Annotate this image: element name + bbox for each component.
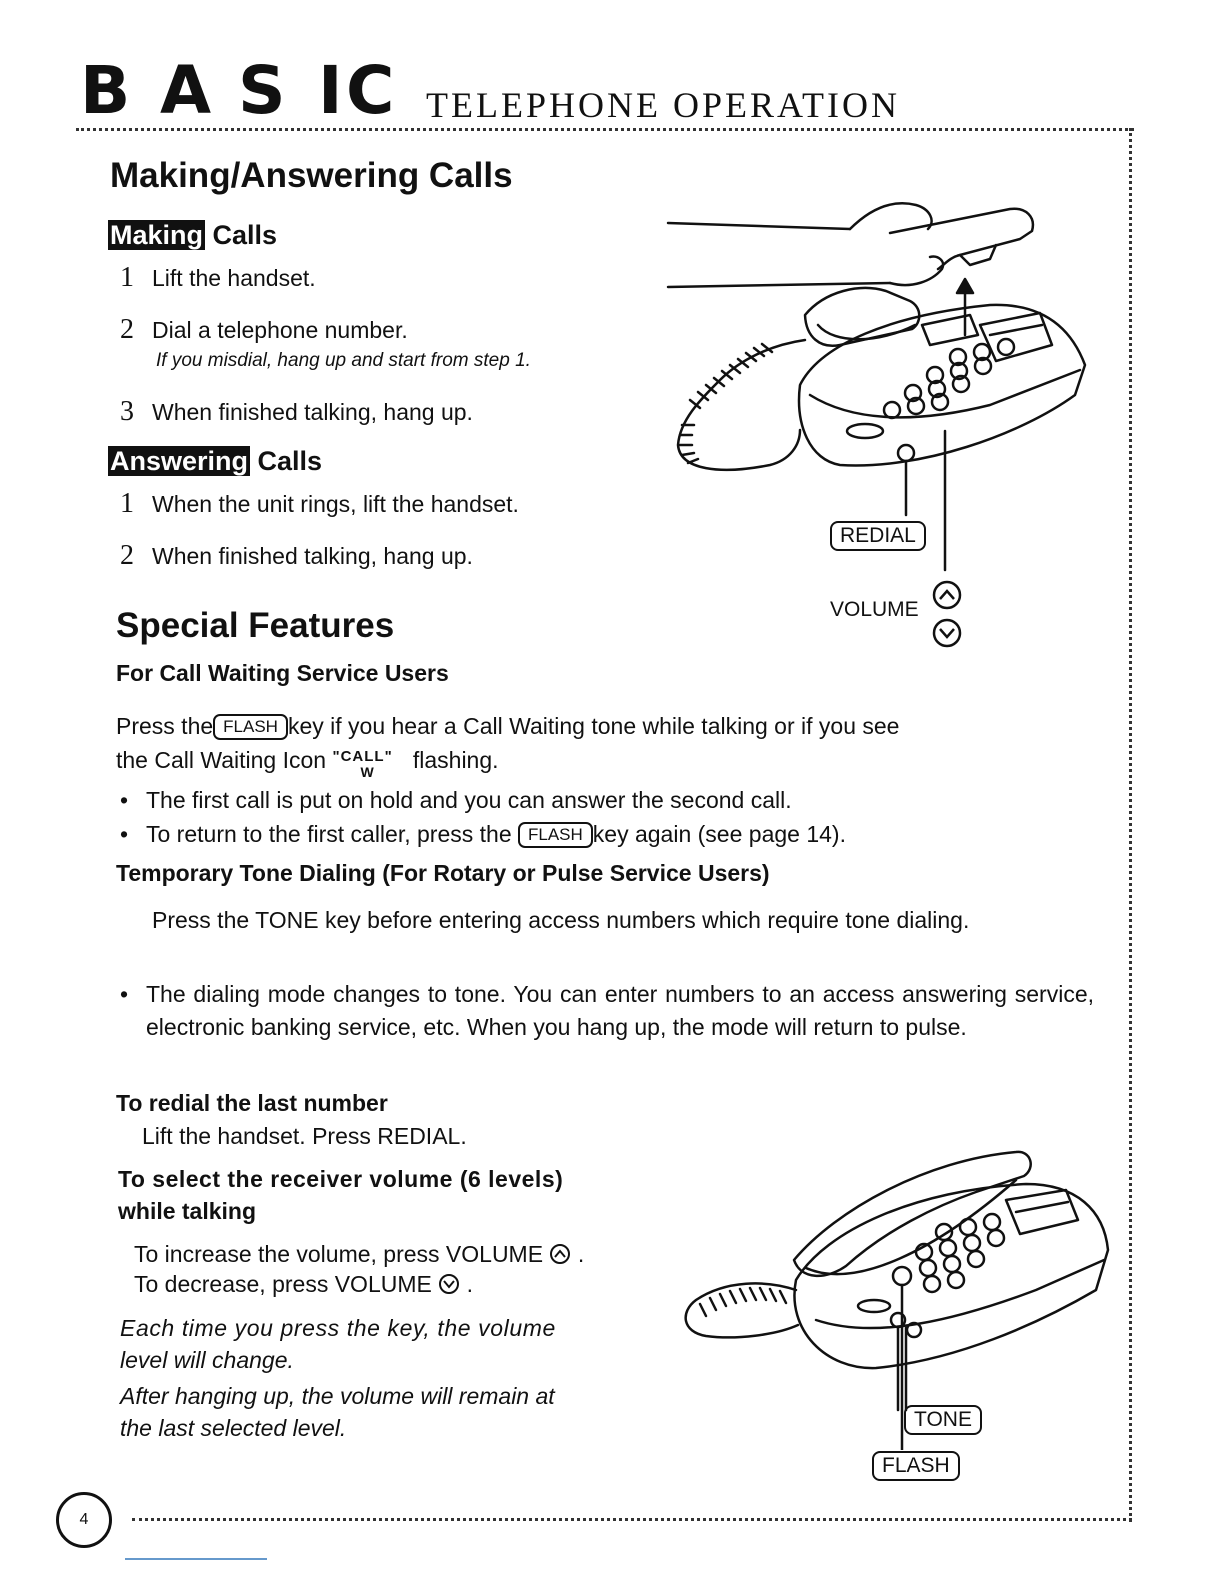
page-number: 4	[56, 1492, 112, 1548]
section-title-special-features: Special Features	[116, 606, 395, 645]
cw-text-a: Press the	[116, 713, 214, 739]
step-number: 2	[120, 540, 134, 571]
making-highlight: Making	[110, 220, 204, 250]
answering-step-1	[120, 488, 519, 520]
step-number: 3	[120, 396, 134, 427]
dotted-border-right	[1129, 128, 1132, 1522]
step-text: Lift the handset.	[152, 265, 316, 291]
misdial-note: If you misdial, hang up and start from step 1.	[156, 350, 531, 371]
answering-step-2	[120, 540, 473, 572]
flash-key-label: FLASH	[872, 1451, 960, 1481]
volume-heading-line2: while talking	[118, 1198, 257, 1224]
volume-increase-text: To increase the volume, press VOLUME	[134, 1241, 544, 1267]
tone-key-label: TONE	[904, 1405, 982, 1435]
cw-text-d: flashing.	[412, 747, 499, 773]
call-waiting-icon	[332, 744, 406, 780]
making-step-1	[120, 262, 316, 294]
header-subtitle: TELEPHONE OPERATION	[426, 85, 900, 125]
cw-bullet-1-text: The first call is put on hold and you can answer the second call.	[146, 787, 792, 813]
decorative-underline	[125, 1558, 267, 1560]
phone-illustration-bottom	[676, 1140, 1116, 1450]
header-letter-b: B	[80, 52, 131, 129]
step-text: When finished talking, hang up.	[152, 399, 473, 425]
step-number: 1	[120, 262, 134, 293]
making-step-2	[120, 314, 408, 346]
section-title-making-answering: Making/Answering Calls	[110, 156, 513, 195]
call-waiting-para-line2	[116, 744, 499, 780]
volume-italic-2-line1: After hanging up, the volume will remain at	[120, 1383, 555, 1409]
making-step-3	[120, 396, 473, 428]
subsection-making-calls	[108, 220, 277, 251]
tone-bullet-text: The dialing mode changes to tone. You can enter numbers to an access answering service, electronic banking service, etc. When you hang up, the mode will return to pulse.	[146, 981, 1094, 1040]
making-rest: Calls	[205, 220, 278, 250]
redial-key-label: REDIAL	[830, 521, 926, 551]
step-text: When finished talking, hang up.	[152, 543, 473, 569]
flash-key-inline: FLASH	[213, 714, 288, 740]
volume-label: VOLUME	[830, 598, 919, 621]
redial-heading: To redial the last number	[116, 1090, 388, 1116]
cw-bullet-1: • The first call is put on hold and you can answer the second call.	[120, 787, 792, 813]
step-number: 2	[120, 314, 134, 345]
header-letter-c: C	[346, 52, 395, 129]
answering-rest: Calls	[250, 446, 323, 476]
call-waiting-para-line1	[116, 710, 899, 743]
volume-italic-2-line2: the last selected level.	[120, 1415, 347, 1441]
answering-highlight: Answering	[110, 446, 249, 476]
cw-text-c: the Call Waiting Icon	[116, 747, 327, 773]
call-waiting-heading: For Call Waiting Service Users	[116, 660, 449, 686]
header-letter-s: S	[238, 52, 286, 129]
volume-italic-1-line2: level will change.	[120, 1347, 294, 1373]
step-text: When the unit rings, lift the handset.	[152, 491, 519, 517]
cw-bullet-2-text-b: key again (see page 14).	[592, 821, 846, 847]
header-letter-i: I	[318, 52, 343, 129]
subsection-answering-calls	[108, 446, 322, 477]
phone-illustration-top	[660, 195, 1100, 665]
volume-increase: To increase the volume, press VOLUME .	[134, 1241, 585, 1267]
header-letter-a: A	[160, 52, 212, 129]
volume-up-down-icon	[930, 580, 964, 650]
volume-decrease-text: To decrease, press VOLUME	[134, 1271, 432, 1297]
cw-bullet-2-text-a: To return to the first caller, press the	[146, 821, 512, 847]
cw-bullet-2: • To return to the first caller, press the FLASH key again (see page 14).	[120, 821, 846, 847]
dotted-border-top	[76, 128, 1134, 131]
step-text: Dial a telephone number.	[152, 317, 408, 343]
call-icon-bottom: W	[360, 764, 374, 780]
step-number: 1	[120, 488, 134, 519]
volume-italic-1-line1: Each time you press the key, the volume	[120, 1315, 556, 1341]
tone-dialing-heading: Temporary Tone Dialing (For Rotary or Pulse Service Users)	[116, 860, 770, 886]
redial-text: Lift the handset. Press REDIAL.	[142, 1123, 467, 1149]
volume-up-icon	[549, 1243, 571, 1265]
volume-heading-line1: To select the receiver volume (6 levels)	[118, 1166, 564, 1192]
call-icon-top: "CALL"	[332, 748, 393, 765]
volume-down-icon	[438, 1273, 460, 1295]
cw-text-b: key if you hear a Call Waiting tone while talking or if you see	[287, 713, 900, 739]
tone-dialing-para: Press the TONE key before entering access numbers which require tone dialing.	[152, 907, 970, 933]
volume-decrease: To decrease, press VOLUME .	[134, 1271, 474, 1297]
dotted-border-bottom	[132, 1518, 1132, 1521]
flash-key-inline-2: FLASH	[518, 822, 593, 848]
tone-bullet: • The dialing mode changes to tone. You can enter numbers to an access answering service, electronic banking service, etc. When you hang up, the mode will return to pulse.	[120, 981, 1094, 1040]
